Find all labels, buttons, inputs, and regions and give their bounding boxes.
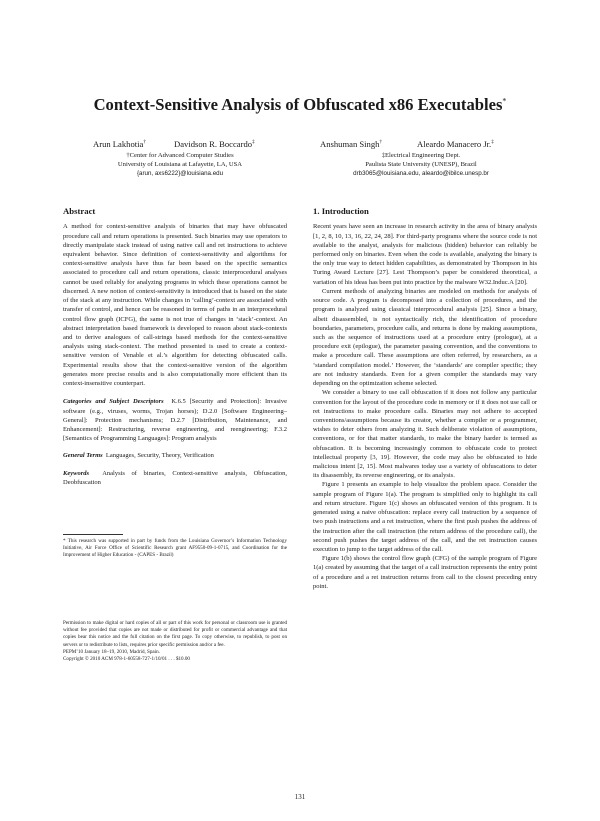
footnote-rule <box>63 534 123 535</box>
intro-paragraph-4: Figure 1 presents an example to help visualize the problem space. Consider the sample program of Figure 1(a). The program is simplified only to highlight its call and return structure. Figure 1(c) shows an obfuscated version of this program. It is generated using a naive obfuscation: replace every call instruction by a sequence of two push instructions and a ret instruction, where the first push pushes the address of the instruction after the call instruction (the return address of the procedure call), the second push pushes the target address of the call, and the ret instruction causes execution to jump to the target address of the call. <box>313 481 537 553</box>
intro-heading: 1. Introduction <box>313 206 369 216</box>
page-number: 131 <box>294 793 306 801</box>
funding-footnote: * This research was supported in part by funds from the Louisiana Governor’s Information Technology Initiative, Air Force Office of Scientific Research grant AF9550-09-1-0715, and Coordination for the Improvement of Higher Education - (CAPES - Brazil) <box>63 538 287 559</box>
abstract-heading: Abstract <box>63 206 96 216</box>
email-right: drb3065@louisiana.edu, aleardo@ibilce.unesp.br <box>353 169 489 177</box>
email-left: {arun, axs6222}@louisiana.edu <box>136 169 224 177</box>
keywords: Keywords Analysis of binaries, Context-sensitive analysis, Obfuscation, Deobfuscation <box>63 469 288 486</box>
copyright-line: Copyright © 2010 ACM 978-1-60558-727-1/10/01 . . . $10.00 <box>63 656 190 663</box>
right-column <box>313 205 537 591</box>
abstract-text: A method for context-sensitive analysis of binaries that may have obfuscated procedure call and return operations is presented. Such binaries may use operators to directly manipulate stack instead of using native call and ret instructions to achieve equivalent behavior. Since definition of context-sensitivity and algorithms for context-sensitive analysis have thus far been based on the specific semantics associated to procedure call and return operations, classic interprocedural analyses cannot be used reliably for analyzing programs in which these operations cannot be discerned. A new notion of context-sensitivity is introduced that is based on the state of the stack at any instruction. While changes in ‘calling’-context are associated with transfer of control, and hence can be reasoned in terms of paths in an interprocedural control flow graph (ICFG), the same is not true of changes in ‘stack’-context. An abstract interpretation based framework is developed to reason about stack-contexts and to derive analogues of call-strings based methods for the context-sensitive analysis using stack-context. The method presented is used to create a context-sensitive version of Venable et al.’s algorithm for detecting obfuscated calls. Experimental results show that the context-sensitive version of the algorithm generates more precise results and is also computationally more efficient than its context-insensitive counterpart. <box>63 223 287 388</box>
affiliation-right: ‡Electrical Engineering Dept. Paulista State University (UNESP), Brazil drb3065@louisiana.edu, aleardo@ibilce.unesp.br <box>316 152 526 178</box>
intro-paragraph-2: Current methods of analyzing binaries are modeled on methods for analysis of source code. A program is decomposed into a collection of procedures, and the program is analyzed using classical interprocedural analysis [25]. Since a binary, albeit disassembled, is not syntactically rich, the identification of procedure boundaries, parameters, procedure calls, and returns is done by making assumptions, such as the sequence of instructions used at a procedure entry (prologue), at a procedure exit (epilogue), the parameter passing convention, and the conventions to make a procedure call. These assumptions are often referred, by researchers, as a ‘standard compilation model.’ However, the ‘standards’ are compiler specific; they are not industry standards. Even for a given compiler the standards may vary depending on the optimization scheme selected. <box>313 287 537 388</box>
affiliation-left: †Center for Advanced Computer Studies University of Louisiana at Lafayette, LA, USA {arun, axs6222}@louisiana.edu <box>85 152 275 178</box>
intro-paragraph-1: Recent years have seen an increase in research activity in the area of binary analysis [1, 2, 8, 10, 13, 16, 22, 24, 28]. For third-party programs where the source code is not available to the analyst, analysis for malicious (hidden) behavior can reliably be performed only on binaries. Even when the code is available, analyzing the binary is the only true way to detect hidden capabilities, as demonstrated by Thompson in his Turing Award Lecture [27]. Lest Thompson’s paper be considered theoretical, a variation of his ideas has been put into practice by the malware W32.Induc.A [20]. <box>313 223 537 286</box>
author-3: Anshuman Singh† <box>320 139 383 149</box>
author-1: Arun Lakhotia† <box>93 139 147 149</box>
title-footnote-mark: * <box>502 96 507 106</box>
venue-line: PEPM’10 January 18–19, 2010, Madrid, Spain. <box>63 648 160 655</box>
paper-title <box>0 95 600 115</box>
title-text: Context-Sensitive Analysis of Obfuscated x86 Executables <box>93 95 503 114</box>
author-4: Aleardo Manacero Jr.‡ <box>417 139 494 149</box>
categories: Categories and Subject Descriptors K.6.5 [Security and Protection]: Invasive software (e.g., viruses, worms, Trojan horses); D.2.0 [Software Engineering–General]: Protection mechanisms; D.2.7 [Distribution, Maintenance, and Enhancement]: Restructuring, reverse engineering, and reengineering; F.3.2 [Semantics of Programming Languages]: Program analysis <box>63 398 287 443</box>
permission-notice: Permission to make digital or hard copies of all or part of this work for personal or classroom use is granted without fee provided that copies are not made or distributed for profit or commercial advantage and that copies bear this notice and the full citation on the first page. To copy otherwise, to republish, to post on servers or to redistribute to lists, requires prior specific permission and/or a fee. PEPM’10 January 18–19, 2010, Madrid, Spain. Copyright © 2010 ACM 978-1-60558-727-1/10/01 . . . $10.00 <box>63 620 287 663</box>
general-terms: General Terms Languages, Security, Theory, Verification <box>63 452 214 460</box>
author-2: Davidson R. Boccardo‡ <box>174 139 255 149</box>
intro-paragraph-3: We consider a binary to use call obfuscation if it does not follow any particular convention for the layout of the procedure code in memory or if it does not use call or ret instructions to make procedure calls. Binaries may not adhere to accepted conventions/assumptions because its creator, whether a compiler or a programmer, wishes to deter others from analyzing it. Such deliberate violation of assumptions, conventions, or for that matter standards, to make the binary harder is termed as obfuscation. It is becoming increasingly common to obfuscate code to protect intellectual property [3, 19]. However, the code may also be obfuscated to hide malicious intent [2, 15]. Most malwares today use a variety of obfuscations to deter its disassembly, its reverse engineering, or its analysis. <box>313 389 537 480</box>
left-column <box>63 205 287 487</box>
intro-paragraph-5: Figure 1(b) shows the control flow graph (CFG) of the sample program of Figure 1(a) created by assuming that the target of a call instruction represents the entry point of a procedure and a ret instruction returns from call to the closest preceding entry point. <box>313 555 537 590</box>
